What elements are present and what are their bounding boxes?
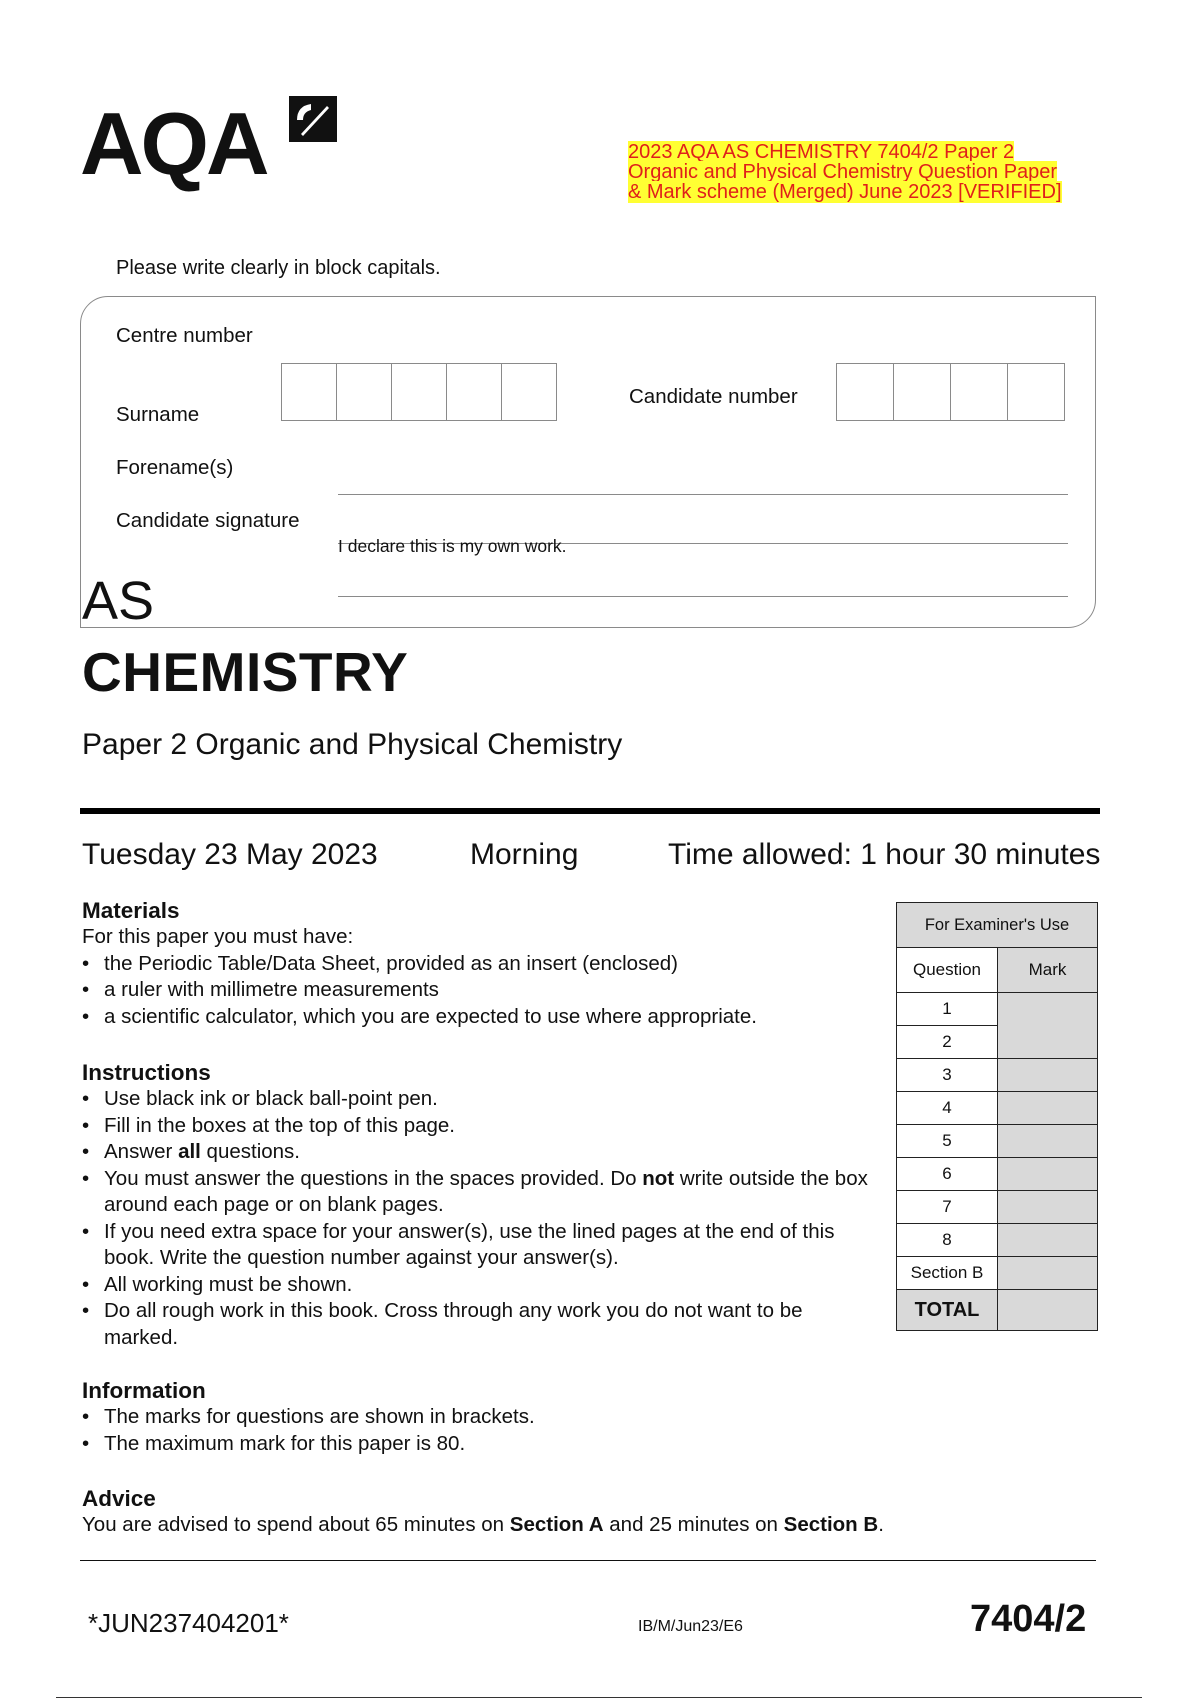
table-row: [897, 1158, 1098, 1191]
question-number: 4: [897, 1092, 998, 1125]
mark-cell: [998, 1158, 1098, 1191]
candidate-number-boxes: [836, 363, 1065, 421]
signature-answer-line[interactable]: [338, 596, 1068, 597]
instructions-heading: Instructions: [82, 1060, 211, 1085]
candidate-digit-box[interactable]: [950, 363, 1008, 421]
advice-text: You are advised to spend about 65 minutes on Section A and 25 minutes on Section B.: [82, 1513, 884, 1536]
mark-cell: [998, 1059, 1098, 1092]
mark-cell: [998, 1092, 1098, 1125]
materials-intro: For this paper you must have:: [82, 925, 354, 948]
block-capitals-instruction: Please write clearly in block capitals.: [116, 257, 441, 279]
centre-digit-box[interactable]: [281, 363, 337, 421]
question-number: 5: [897, 1125, 998, 1158]
total-row: [897, 1290, 1098, 1331]
table-row: [897, 1059, 1098, 1092]
examiner-use-table: [896, 902, 1098, 1331]
list-item: • Do all rough work in this book. Cross through any work you do not want to be marked.: [82, 1299, 803, 1349]
mark-cell: [998, 1026, 1098, 1059]
candidate-digit-box[interactable]: [893, 363, 951, 421]
question-number: 3: [897, 1059, 998, 1092]
signature-label: Candidate signature: [116, 509, 300, 532]
centre-digit-box[interactable]: [336, 363, 392, 421]
table-row: [897, 1026, 1098, 1059]
mark-column-header: Mark: [998, 948, 1098, 993]
advice-heading: Advice: [82, 1486, 156, 1511]
table-row: [897, 1257, 1098, 1290]
table-row: [897, 1125, 1098, 1158]
reference-code: IB/M/Jun23/E6: [638, 1618, 743, 1635]
exam-date: Tuesday 23 May 2023: [82, 838, 378, 871]
examiner-table-title: For Examiner's Use: [897, 903, 1098, 948]
forenames-label: Forename(s): [116, 456, 234, 479]
surname-answer-line[interactable]: [338, 494, 1068, 495]
logo-mark-icon: [283, 90, 343, 148]
mark-cell: [998, 1125, 1098, 1158]
candidate-number-label: Candidate number: [629, 385, 798, 408]
list-item: • All working must be shown.: [82, 1272, 353, 1296]
question-number: 8: [897, 1224, 998, 1257]
materials-heading: Materials: [82, 898, 180, 923]
information-heading: Information: [82, 1378, 206, 1403]
footer-rule: [56, 1697, 1142, 1698]
mark-cell: [998, 993, 1098, 1026]
question-number: 2: [897, 1026, 998, 1059]
table-row: [897, 993, 1098, 1026]
question-number: 6: [897, 1158, 998, 1191]
surname-label: Surname: [116, 403, 200, 426]
information-section: [82, 1378, 862, 1457]
bottom-divider: [80, 1560, 1096, 1561]
list-item: • If you need extra space for your answer(s), use the lined pages at the end of this book. Write the question number against your answer(s).: [82, 1219, 835, 1269]
total-mark-cell: [998, 1290, 1098, 1331]
centre-digit-box[interactable]: [446, 363, 502, 421]
time-allowed: Time allowed: 1 hour 30 minutes: [668, 838, 1101, 871]
logo-text: AQA: [80, 94, 267, 193]
advice-section: [82, 1486, 1082, 1539]
mark-cell: [998, 1191, 1098, 1224]
table-row: [897, 1191, 1098, 1224]
list-item: • The marks for questions are shown in brackets.: [82, 1405, 535, 1428]
centre-digit-box[interactable]: [501, 363, 557, 421]
candidate-digit-box[interactable]: [836, 363, 894, 421]
section-b-label: Section B: [897, 1257, 998, 1290]
list-item: • Fill in the boxes at the top of this page.: [82, 1113, 455, 1137]
paper-title: Paper 2 Organic and Physical Chemistry: [82, 728, 623, 761]
question-column-header: Question: [897, 948, 998, 993]
question-number: 1: [897, 993, 998, 1026]
header-note: 2023 AQA AS CHEMISTRY 7404/2 Paper 2 Organic and Physical Chemistry Question Paper & Mark scheme (Merged) June 2023 [VERIFIED]: [628, 141, 1062, 203]
candidate-digit-box[interactable]: [1007, 363, 1065, 421]
subject-title: CHEMISTRY: [82, 641, 409, 703]
list-item: • The maximum mark for this paper is 80.: [82, 1431, 466, 1455]
paper-code: 7404/2: [970, 1598, 1087, 1640]
centre-number-boxes: [281, 363, 557, 421]
centre-number-label: Centre number: [116, 324, 253, 347]
declaration-text: I declare this is my own work.: [338, 536, 567, 556]
list-item: • a ruler with millimetre measurements: [82, 978, 439, 1001]
mark-cell: [998, 1224, 1098, 1257]
list-item: • Use black ink or black ball-point pen.: [82, 1087, 438, 1110]
aqa-logo: [80, 90, 340, 193]
list-item: • Answer all questions.: [82, 1140, 301, 1163]
list-item: • a scientific calculator, which you are expected to use where appropriate.: [82, 1004, 757, 1028]
exam-session: Morning: [470, 838, 579, 871]
list-item: • the Periodic Table/Data Sheet, provided as an insert (enclosed): [82, 951, 678, 975]
barcode-text: *JUN237404201*: [88, 1608, 289, 1638]
table-row: [897, 1092, 1098, 1125]
materials-section: [82, 898, 862, 1030]
mark-cell: [998, 1257, 1098, 1290]
total-label: TOTAL: [897, 1290, 998, 1331]
centre-digit-box[interactable]: [391, 363, 447, 421]
question-number: 7: [897, 1191, 998, 1224]
list-item: • You must answer the questions in the spaces provided. Do not write outside the box around each page or on blank pages.: [82, 1166, 868, 1216]
qualification-level: AS: [82, 571, 155, 631]
table-row: [897, 1224, 1098, 1257]
instructions-section: [82, 1060, 872, 1351]
divider: [80, 808, 1100, 814]
